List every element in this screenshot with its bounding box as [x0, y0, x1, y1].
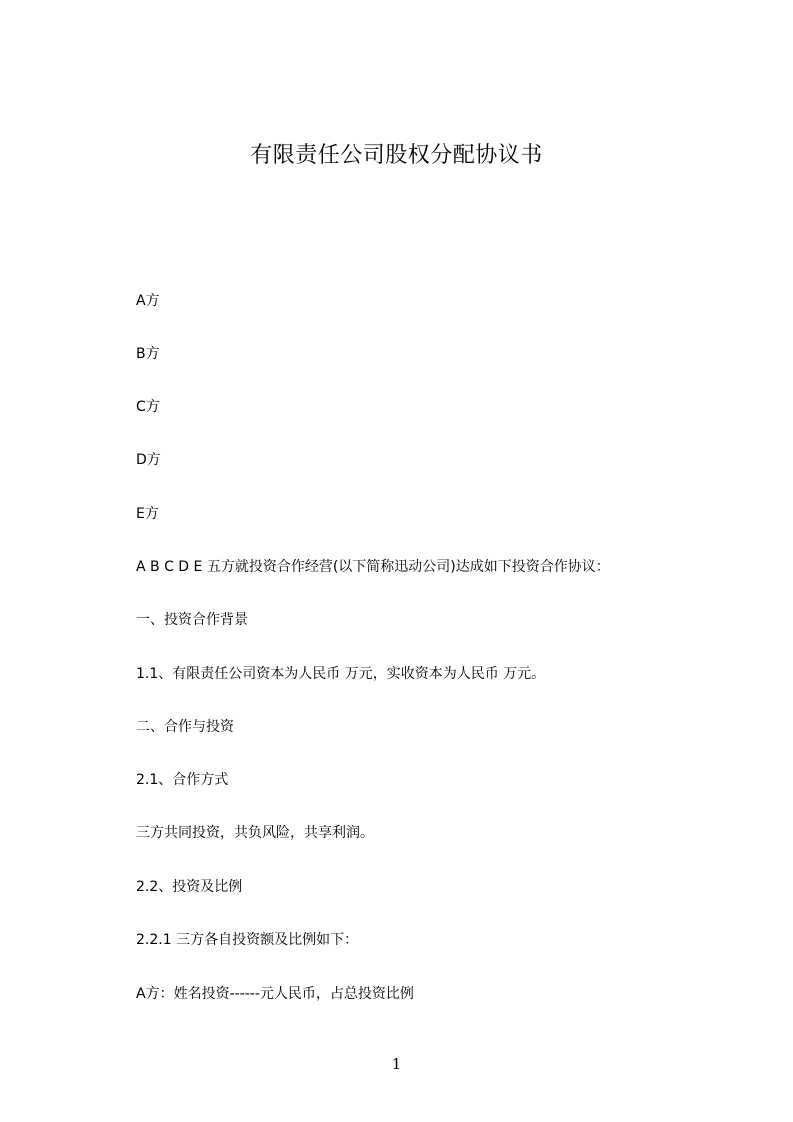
- clause-2-2-1: 2.2.1 三方各自投资额及比例如下：: [136, 932, 359, 948]
- agreement-intro: A B C D E 五方就投资合作经营(以下简称迅动公司)达成如下投资合作协议：: [136, 559, 610, 575]
- party-b-line: B方: [136, 346, 160, 362]
- party-e-line: E方: [136, 506, 159, 522]
- section-heading-1: 一、投资合作背景: [136, 612, 248, 628]
- page-number: 1: [391, 1055, 402, 1073]
- party-a-investment-line: A方：姓名投资------元人民币，占总投资比例: [136, 986, 414, 1002]
- section-heading-2: 二、合作与投资: [136, 719, 234, 735]
- clause-2-1-heading: 2.1、合作方式: [136, 772, 229, 788]
- clause-2-1-text: 三方共同投资，共负风险，共享利润。: [136, 825, 374, 841]
- clause-1-1: 1.1、有限责任公司资本为人民币 万元，实收资本为人民币 万元。: [136, 666, 546, 682]
- party-c-line: C方: [136, 399, 160, 415]
- party-a-line: A方: [136, 293, 160, 309]
- clause-2-2-heading: 2.2、投资及比例: [136, 879, 243, 895]
- document-title: 有限责任公司股权分配协议书: [250, 143, 543, 168]
- party-d-line: D方: [136, 452, 161, 468]
